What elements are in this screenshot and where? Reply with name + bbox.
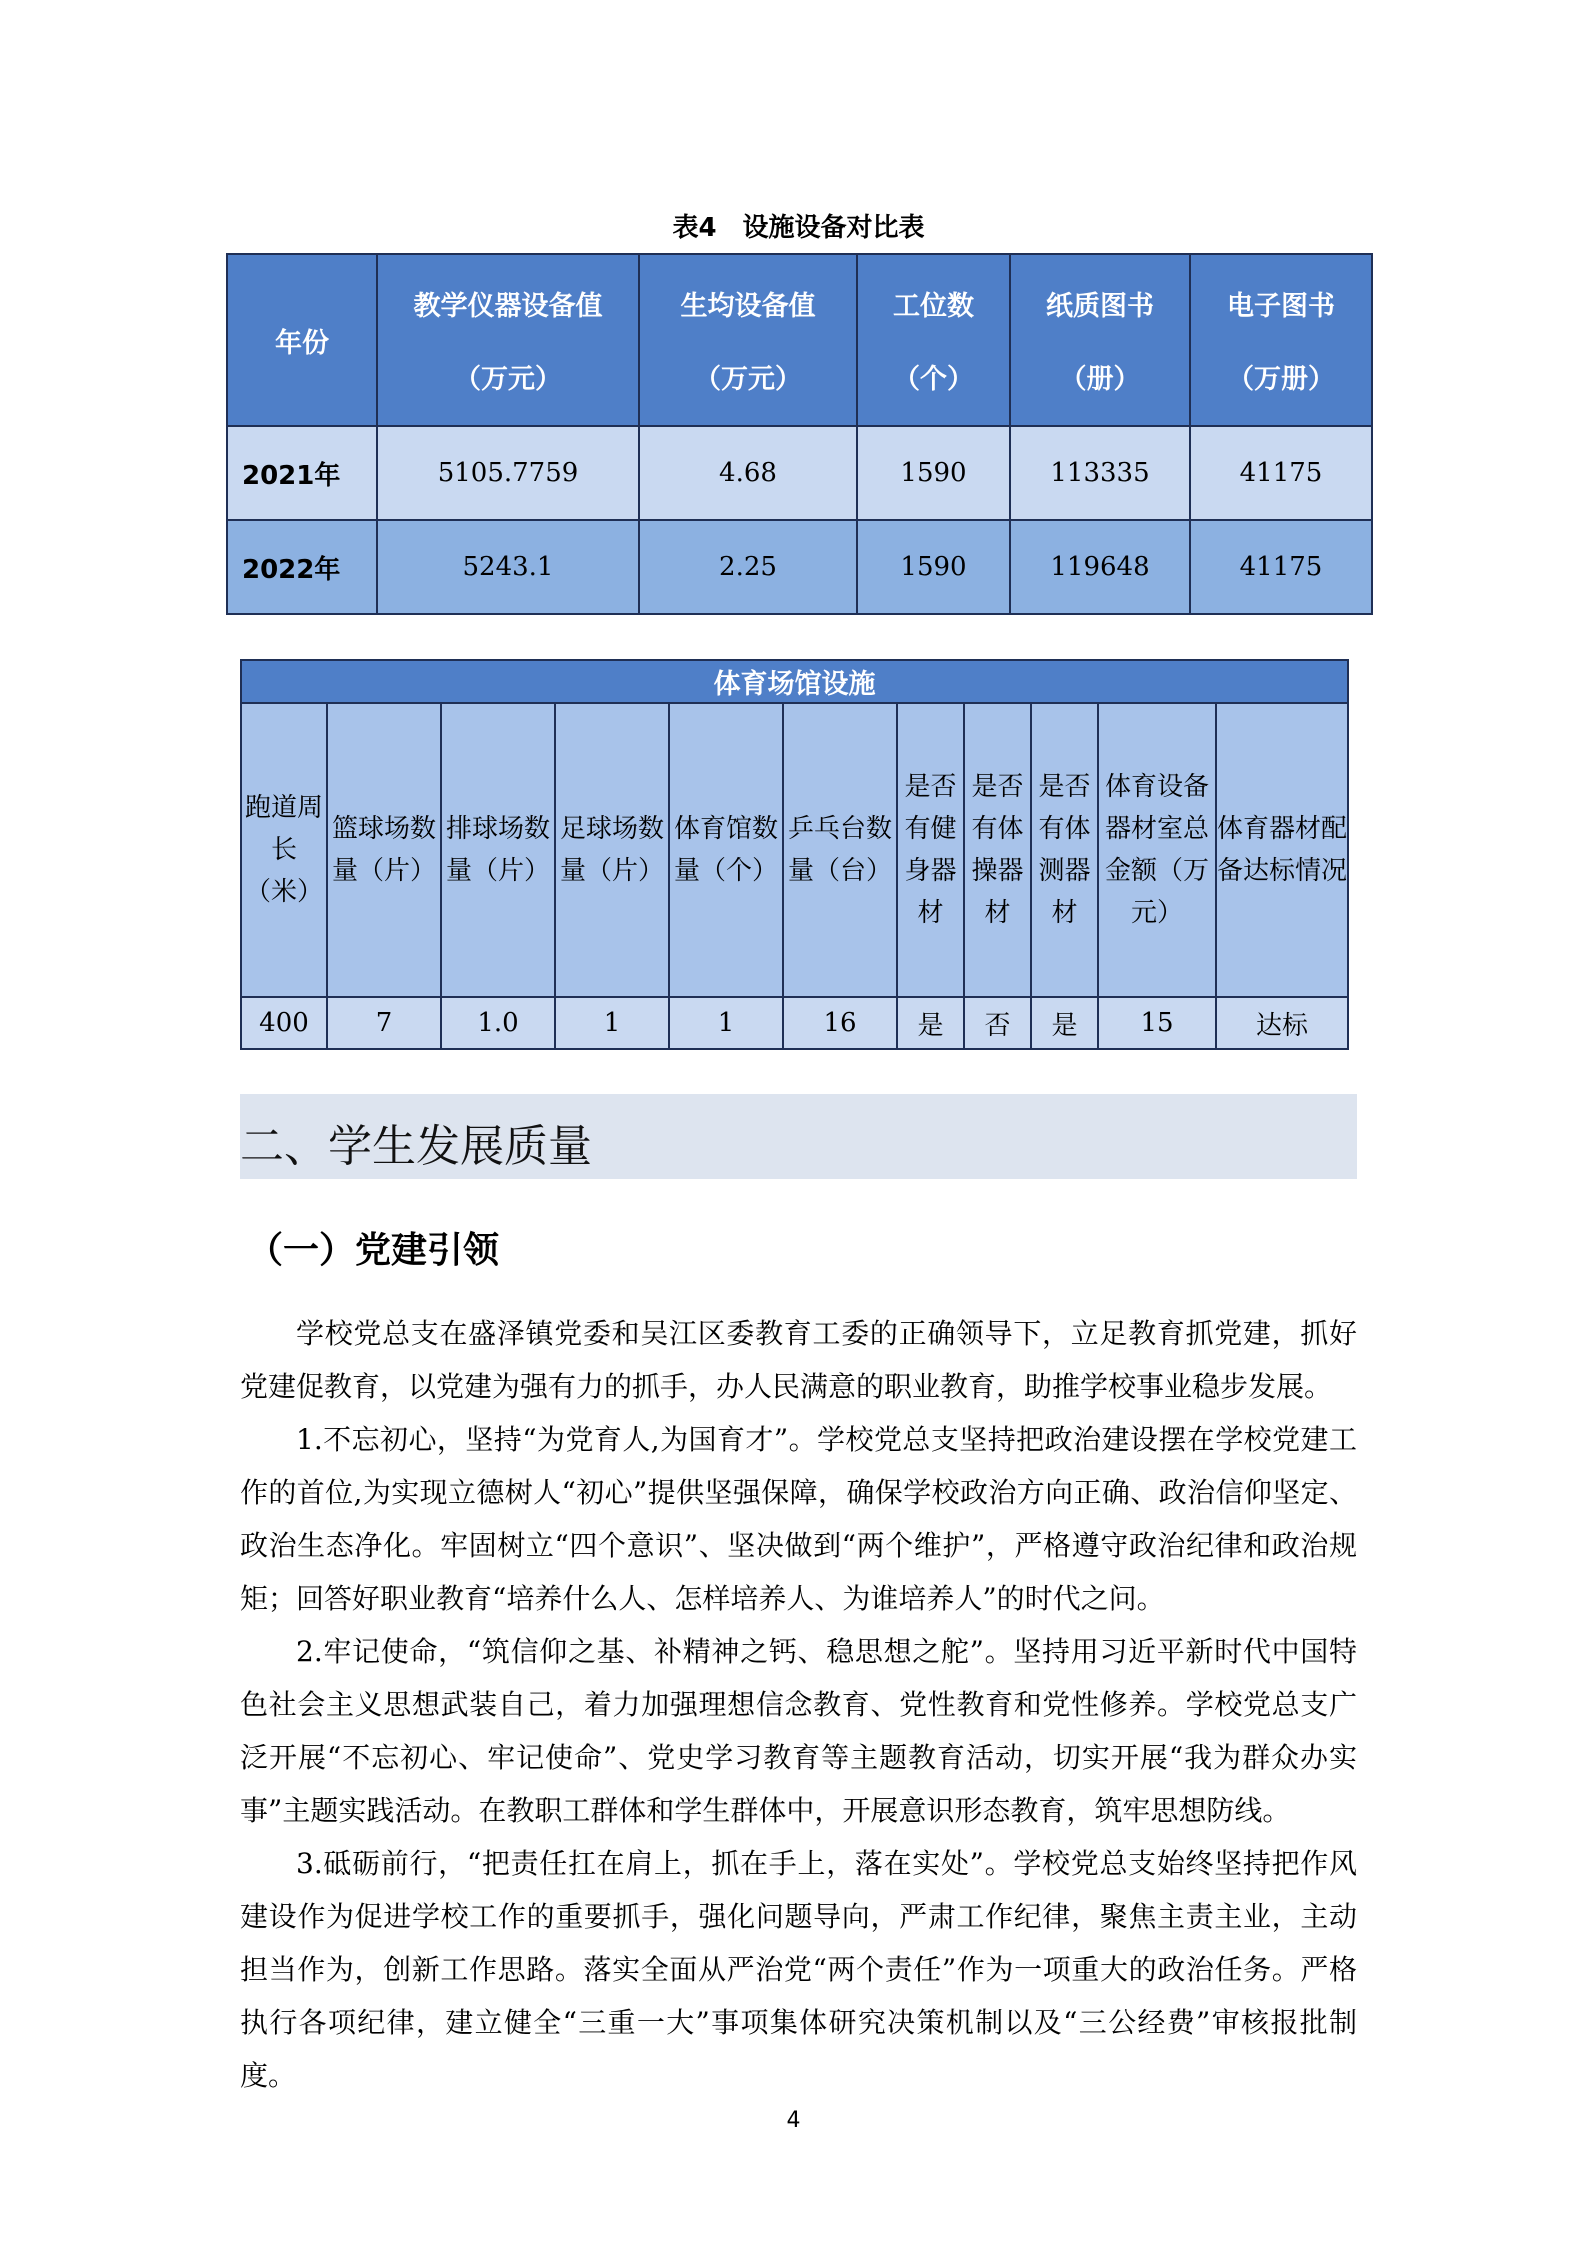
- paragraph: 1.不忘初心，坚持“为党育人,为国育才”。学校党总支坚持把政治建设摆在学校党建工作的首位,为实现立德树人“初心”提供坚强保障，确保学校政治方向正确、政治信仰坚定、政治生态净化。牢固树立“四个意识”、坚决做到“两个维护”，严格遵守政治纪律和政治规矩；回答好职业教育“培养什么人、怎样培养人、为谁培养人”的时代之问。: [240, 1423, 1357, 1615]
- table-row: [241, 997, 1348, 1049]
- table-cell: 41175: [1190, 520, 1372, 614]
- table-cell: 是: [1031, 997, 1098, 1049]
- table-cell: 达标: [1216, 997, 1348, 1049]
- table-cell: 16: [783, 997, 897, 1049]
- header-equipment-value: 教学仪器设备值 （万元）: [377, 254, 639, 426]
- table-cell: 1590: [857, 520, 1010, 614]
- table-cell: 113335: [1010, 426, 1190, 520]
- table-cell: 1: [555, 997, 669, 1049]
- section-title: 二、学生发展质量: [240, 1121, 592, 1172]
- header-football-fields: 足球场数量（片）: [555, 703, 669, 997]
- table-cell: 41175: [1190, 426, 1372, 520]
- table-cell: 1590: [857, 426, 1010, 520]
- table4-caption: 表4 设施设备对比表: [672, 213, 925, 243]
- table-cell: 1.0: [441, 997, 555, 1049]
- table-cell: 2022年: [227, 520, 377, 614]
- table-cell: 否: [964, 997, 1031, 1049]
- table-cell: 15: [1098, 997, 1216, 1049]
- table-cell: 5243.1: [377, 520, 639, 614]
- sports-table-title: 体育场馆设施: [241, 660, 1348, 703]
- body-text: [240, 1307, 1357, 2102]
- header-gymnasiums: 体育馆数量（个）: [669, 703, 783, 997]
- header-workstations: 工位数 （个）: [857, 254, 1010, 426]
- table-row: [227, 426, 1372, 520]
- header-equipment-standard: 体育器材配备达标情况: [1216, 703, 1348, 997]
- header-pingpong-tables: 乒乓台数量（台）: [783, 703, 897, 997]
- header-ebooks: 电子图书 （万册）: [1190, 254, 1372, 426]
- table-cell: 2.25: [639, 520, 857, 614]
- subsection-title: （一）党建引领: [247, 1230, 500, 1271]
- sports-facilities-table: [240, 659, 1349, 1050]
- table-cell: 2021年: [227, 426, 377, 520]
- header-equipment-room-value: 体育设备器材室总金额（万元）: [1098, 703, 1216, 997]
- paragraph: 学校党总支在盛泽镇党委和吴江区委教育工委的正确领导下，立足教育抓党建，抓好党建促教育，以党建为强有力的抓手，办人民满意的职业教育，助推学校事业稳步发展。: [240, 1317, 1357, 1403]
- header-fitness-equipment: 是否有健身器材: [897, 703, 964, 997]
- table-header-row: [227, 254, 1372, 426]
- paragraph: 2.牢记使命，“筑信仰之基、补精神之钙、稳思想之舵”。坚持用习近平新时代中国特色社会主义思想武装自己，着力加强理想信念教育、党性教育和党性修养。学校党总支广泛开展“不忘初心、牢记使命”、党史学习教育等主题教育活动，切实开展“我为群众办实事”主题实践活动。在教职工群体和学生群体中，开展意识形态教育，筑牢思想防线。: [240, 1635, 1357, 1827]
- table-cell: 5105.7759: [377, 426, 639, 520]
- table-cell: 7: [327, 997, 441, 1049]
- facilities-comparison-table: [226, 253, 1373, 615]
- header-gymnastics-equipment: 是否有体操器材: [964, 703, 1031, 997]
- header-track-length: 跑道周长（米）: [241, 703, 327, 997]
- header-basketball-courts: 篮球场数量（片）: [327, 703, 441, 997]
- table-cell: 119648: [1010, 520, 1190, 614]
- header-year: 年份: [227, 254, 377, 426]
- section-heading-band: [240, 1094, 1357, 1179]
- table-cell: 是: [897, 997, 964, 1049]
- paragraph: 3.砥砺前行，“把责任扛在肩上，抓在手上，落在实处”。学校党总支始终坚持把作风建设作为促进学校工作的重要抓手，强化问题导向，严肃工作纪律，聚焦主责主业，主动担当作为，创新工作思路。落实全面从严治党“两个责任”作为一项重大的政治任务。严格执行各项纪律，建立健全“三重一大”事项集体研究决策机制以及“三公经费”审核报批制度。: [240, 1847, 1357, 2092]
- table-cell: 400: [241, 997, 327, 1049]
- header-volleyball-courts: 排球场数量（片）: [441, 703, 555, 997]
- table-row: [227, 520, 1372, 614]
- header-paper-books: 纸质图书 （册）: [1010, 254, 1190, 426]
- table-cell: 4.68: [639, 426, 857, 520]
- table-cell: 1: [669, 997, 783, 1049]
- header-testing-equipment: 是否有体测器材: [1031, 703, 1098, 997]
- table-header-row: [241, 703, 1348, 997]
- header-per-student-value: 生均设备值 （万元）: [639, 254, 857, 426]
- page-number: 4: [786, 2108, 801, 2133]
